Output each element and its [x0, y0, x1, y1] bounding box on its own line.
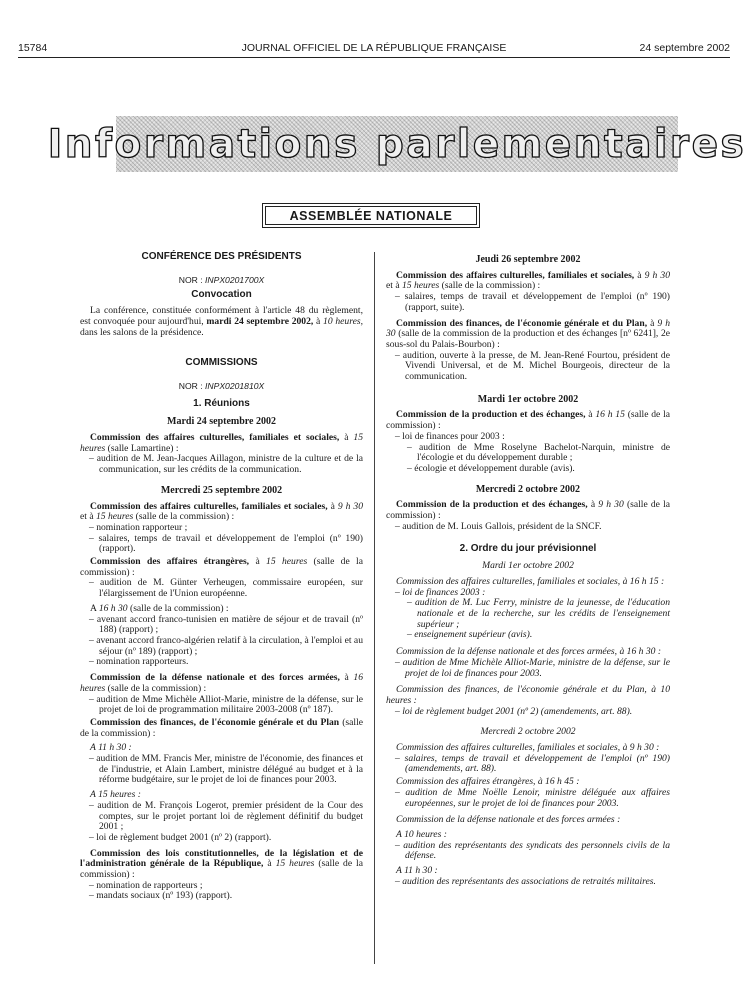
agenda-item: – loi de règlement budget 2001 (nº 2) (amendements, art. 88). [395, 705, 633, 717]
commission-entry: Commission de la défense nationale et des forces armées : [396, 814, 621, 826]
convocation-heading: Convocation [191, 289, 252, 301]
page-number: 15784 [18, 42, 48, 54]
day-heading: Mercredi 2 octobre 2002 [480, 726, 576, 738]
right-column [386, 252, 670, 887]
agenda-item: – audition de Mme Roselyne Bachelot-Narquin, ministre de l'écologie et du développement durable ; [407, 441, 670, 464]
day-heading: Mardi 1er octobre 2002 [482, 560, 574, 572]
agenda-item: – nomination de rapporteurs ; [89, 879, 203, 891]
agenda-item: – audition de M. Luc Ferry, ministre de la jeunesse, de l'éducation nationale et de la recherche, sur les crédits de l'enseignement supérieur ; [407, 597, 670, 630]
commission-entry: Commission des affaires étrangères, à 16 h 45 : [396, 776, 580, 788]
agenda-item: – enseignement supérieur (avis). [407, 629, 533, 641]
agenda-item: – loi de règlement budget 2001 (nº 2) (rapport). [89, 831, 272, 843]
agenda-item: – salaires, temps de travail et développement de l'emploi (nº 190) (amendements, art. 88). [395, 752, 670, 775]
time-subheading: A 11 h 30 : [396, 865, 438, 877]
commission-entry: Commission des affaires culturelles, familiales et sociales, à 9 h 30 : [396, 742, 660, 754]
commission-entry: Commission des lois constitutionnelles, de la législation et de l'administration générale de la République, à 15 heures (salle de la commission) : [80, 847, 363, 881]
day-heading: Mardi 24 septembre 2002 [167, 416, 276, 428]
agenda-item: – loi de finances pour 2003 : [395, 430, 505, 442]
commission-entry: Commission de la défense nationale et des forces armées, à 16 heures (salle de la commission) : [80, 672, 363, 694]
agenda-item: – audition de M. Günter Verheugen, commissaire européen, sur l'élargissement de l'Union européenne. [89, 577, 363, 600]
agenda-item: – audition de M. François Logerot, premier président de la Cour des comptes, sur le projet portant loi de règlement définitif du budget 2001 ; [89, 799, 363, 833]
left-column [80, 252, 363, 902]
chamber-title: ASSEMBLÉE NATIONALE [265, 206, 477, 225]
agenda-item: – salaires, temps de travail et développement de l'emploi (nº 190) (rapport). [89, 532, 363, 555]
time-subheading: A 16 h 30 (salle de la commission) : [90, 602, 229, 614]
commission-entry: Commission des finances, de l'économie générale et du Plan (salle de la commission) : [80, 716, 364, 739]
agenda-item: – audition, ouverte à la presse, de M. Jean-René Fourtou, président de Vivendi Universal, et de M. Michel Bourgeois, directeur de la communication. [395, 349, 670, 383]
day-heading: Mercredi 25 septembre 2002 [160, 484, 283, 496]
agenda-item: – audition de MM. Francis Mer, ministre de l'économie, des finances et de l'industrie, et Alain Lambert, ministre délégué au budget et à la réforme budgétaire, sur le projet de loi de finances pour 2003. [89, 753, 363, 786]
column-divider [374, 252, 375, 964]
ordre-du-jour-heading: 2. Ordre du jour prévisionnel [459, 543, 597, 555]
commission-entry: Commission des affaires culturelles, familiales et sociales, à 9 h 30 et à 15 heures (salle de la commission) : [386, 269, 670, 292]
commission-entry: Commission des affaires étrangères, à 15 heures (salle de la commission) : [80, 556, 363, 578]
conference-heading: CONFÉRENCE DES PRÉSIDENTS [141, 251, 302, 262]
agenda-item: – nomination rapporteur ; [89, 521, 188, 533]
commission-entry: Commission des affaires culturelles, familiales et sociales, à 9 h 30 et à 15 heures (salle de la commission) : [80, 500, 363, 523]
commission-entry: Commission des affaires culturelles, familiales et sociales, à 16 h 15 : [396, 575, 665, 587]
commission-entry: Commission de la défense nationale et des forces armées, à 16 h 30 : [396, 646, 662, 658]
day-heading: Mercredi 2 octobre 2002 [475, 483, 581, 495]
commission-entry: Commission des affaires culturelles, familiales et sociales, à 15 heures (salle Lamartine) : [80, 432, 363, 454]
banner-title: Informations parlementaires [47, 121, 747, 167]
journal-title: JOURNAL OFFICIEL DE LA RÉPUBLIQUE FRANÇAISE [241, 42, 507, 54]
section-banner [47, 116, 747, 172]
agenda-item: – audition des représentants des associations de retraités militaires. [395, 875, 656, 887]
time-subheading: A 11 h 30 : [90, 742, 132, 754]
time-subheading: A 10 heures : [396, 828, 447, 840]
chamber-box [262, 203, 480, 228]
commission-entry: Commission des finances, de l'économie générale et du Plan, à 10 heures : [386, 684, 670, 706]
page-header [18, 42, 730, 56]
agenda-item: – audition de Mme Michèle Alliot-Marie, ministre de la défense, sur le projet de loi de programmation militaire 2003-2008 (nº 187). [89, 693, 363, 716]
agenda-item: – écologie et développement durable (avis). [407, 462, 575, 474]
day-heading: Jeudi 26 septembre 2002 [475, 254, 581, 265]
reunions-heading: 1. Réunions [193, 397, 250, 409]
commission-entry: Commission de la production et des échanges, à 9 h 30 (salle de la commission) : [386, 499, 670, 522]
agenda-item: – mandats sociaux (nº 193) (rapport). [89, 890, 233, 902]
day-heading: Mardi 1er octobre 2002 [477, 393, 579, 405]
convocation-text: La conférence, constituée conformément à l'article 48 du règlement, est convoquée pour aujourd'hui, mardi 24 septembre 2002, à 10 heures, dans les salons de la présidence. [80, 305, 363, 338]
agenda-item: – audition de M. Jean-Jacques Aillagon, ministre de la culture et de la communication, sur les crédits de la communication. [89, 453, 363, 476]
agenda-item: – audition de Mme Noëlle Lenoir, ministre déléguée aux affaires européennes, sur le projet de loi de finances pour 2003. [395, 786, 670, 809]
nor-reference: NOR : INPX0201700X [178, 274, 265, 285]
agenda-item: – avenant accord franco-algérien relatif à la circulation, à l'emploi et au séjour (nº 189) (rapport) ; [89, 634, 363, 657]
commission-entry: Commission de la production et des échanges, à 16 h 15 (salle de la commission) : [386, 409, 671, 432]
nor-reference: NOR : INPX0201810X [178, 380, 265, 391]
time-subheading: A 15 heures : [90, 789, 141, 801]
agenda-item: – audition de M. Louis Gallois, président de la SNCF. [395, 520, 602, 532]
agenda-item: – audition de Mme Michèle Alliot-Marie, ministre de la défense, sur le projet de loi de finances pour 2003. [395, 656, 670, 679]
agenda-item: – salaires, temps de travail et développement de l'emploi (nº 190) (rapport, suite). [395, 291, 670, 313]
header-rule [18, 57, 730, 58]
agenda-item: – audition des représentants des syndicats des personnels civils de la défense. [395, 839, 670, 862]
commission-entry: Commission des finances, de l'économie générale et du Plan, à 9 h 30 (salle de la commission de la production et des échanges [nº 6241], 2e sous-sol du Palais-Bourbon) : [386, 317, 670, 350]
commissions-heading: COMMISSIONS [185, 357, 258, 369]
agenda-item: – avenant accord franco-tunisien en matière de séjour et de travail (nº 188) (rapport) ; [89, 613, 363, 636]
issue-date: 24 septembre 2002 [639, 42, 730, 54]
agenda-item: – loi de finances 2003 : [395, 586, 486, 598]
agenda-item: – nomination rapporteurs. [89, 656, 189, 668]
